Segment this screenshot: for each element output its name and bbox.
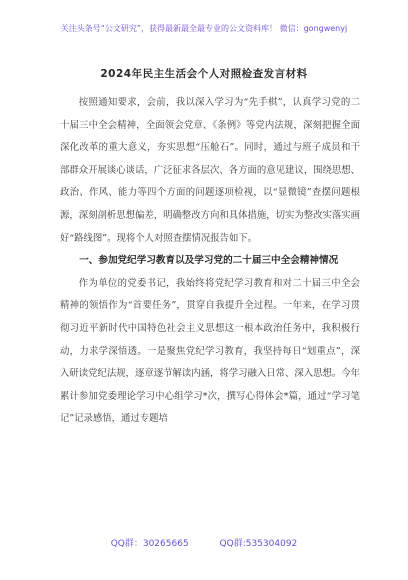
document-body: [60, 92, 360, 431]
footer-qq-group-2: QQ群:535304092: [219, 539, 298, 549]
section-heading-1: 一、参加党纪学习教育以及学习党的二十届三中全会精神情况: [79, 255, 339, 267]
intro-paragraph: 按照通知要求，会前，我以深入学习为“先手棋”，认真学习党的二十届三中全会精神，全面领会党章、《条例》等党内法规，深刻把握全面深化改革的重大意义，夯实思想“压舱石”。同时，通过与班子成员和干部群众开展谈心谈话，广泛征求各层次、各方面的意见建议，围绕思想、政治、作风、能力等四个方面的问题逐项检视，以“显微镜”查摆问题根源，深刻剖析思想偏差，明确整改方向和具体措施，切实为整改实落实画好“路线图”。现将个人对照查摆情况报告如下。: [60, 97, 361, 244]
footer-qq-group-1: QQ群：30265665: [110, 539, 189, 549]
footer-contact: [0, 536, 408, 549]
header-promo-note: 关注头条号“公文研究”，获得最新最全最专业的公文资料库！ 微信：gongwenyj: [60, 24, 348, 33]
section-1-paragraph: 作为单位的党委书记，我始终将党纪学习教育和对二十届三中全会精神的领悟作为“首要任务”，贯穿自我提升全过程。一年来，在学习贯彻习近平新时代中国特色社会主义思想这一根本政治任务中，我积极行动，力求学深悟透。一是聚焦党纪学习教育，我坚持每日“划重点”，深入研读党纪法规，逐章逐节解读内涵，将学习融入日常、深入思想。今年累计参加党委理论学习中心组学习*次，撰写心得体会*篇，通过“学习笔记”记录感悟，通过专题培: [60, 277, 361, 425]
document-title: 2024年民主生活会个人对照检查发言材料: [100, 68, 308, 80]
